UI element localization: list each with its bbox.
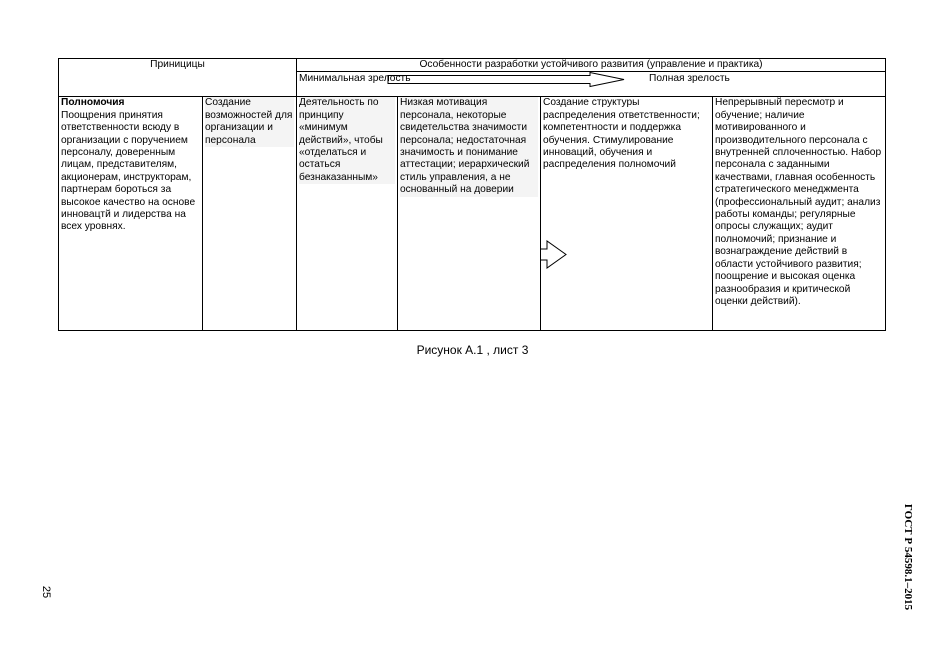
sustainability-table [58, 58, 886, 331]
level3-cell [541, 97, 713, 331]
right-arrow-icon [541, 97, 713, 330]
principle-cell [59, 97, 203, 331]
opportunity-cell [203, 97, 297, 331]
principle-title: Полномочия [61, 97, 125, 109]
maturity-full-label: Полная зрелость [649, 73, 730, 85]
level4-cell [713, 97, 886, 331]
level2-cell [398, 97, 541, 331]
standard-code: ГОСТ Р 54598.1–2015 [902, 503, 915, 611]
level4-text: Непрерывный пересмотр и обучение; наличие мотивированного и производительного персонала с внутренней сплоченностью. Набор персонала с заданными качествами, главная особенность стратегического менеджмента (профессиональный аудит; анализ работы команды; регулярные опросы служащих; аудит полномочий; признание и вознаграждение действий в области устойчивого развития; поощрение и высокая оценка разнообразия и критической оценки действий). [715, 97, 882, 307]
figure-caption: Рисунок А.1 , лист 3 [416, 343, 529, 357]
level1-cell [297, 97, 398, 331]
opportunity-text: Создание возможностей для организации и персонала [205, 97, 293, 146]
principles-header-spacer [59, 72, 297, 97]
maturity-scale [297, 72, 886, 97]
maturity-min-label: Минимальная зрелость [299, 73, 411, 85]
features-header: Особенности разработки устойчивого развития (управление и практика) [297, 59, 886, 72]
principle-text: Поощрения принятия ответственности всюду в организации с поручением персоналу, доверенным лицам, представителям, акционерам, инструкторам, партнерам бороться за высокое качество на основе инновацтй и лидерства на всех уровнях. [61, 109, 196, 233]
level1-text: Деятельность по принципу «минимум действий», чтобы «отделаться и остаться безнаказанным» [299, 97, 395, 184]
page-number: 25 [40, 585, 53, 599]
level2-text: Низкая мотивация персонала, некоторые свидетельства значимости персонала; недостаточная значимость и понимание аттестации; иерархический стиль управления, а не основанный на доверии [400, 97, 538, 196]
level3-text: Создание структуры распределения ответственности; компетентности и поддержка обучения. Стимулирование инноваций, обучения и распределения полномочий [543, 97, 700, 171]
principles-header: Приницицы [59, 59, 297, 72]
